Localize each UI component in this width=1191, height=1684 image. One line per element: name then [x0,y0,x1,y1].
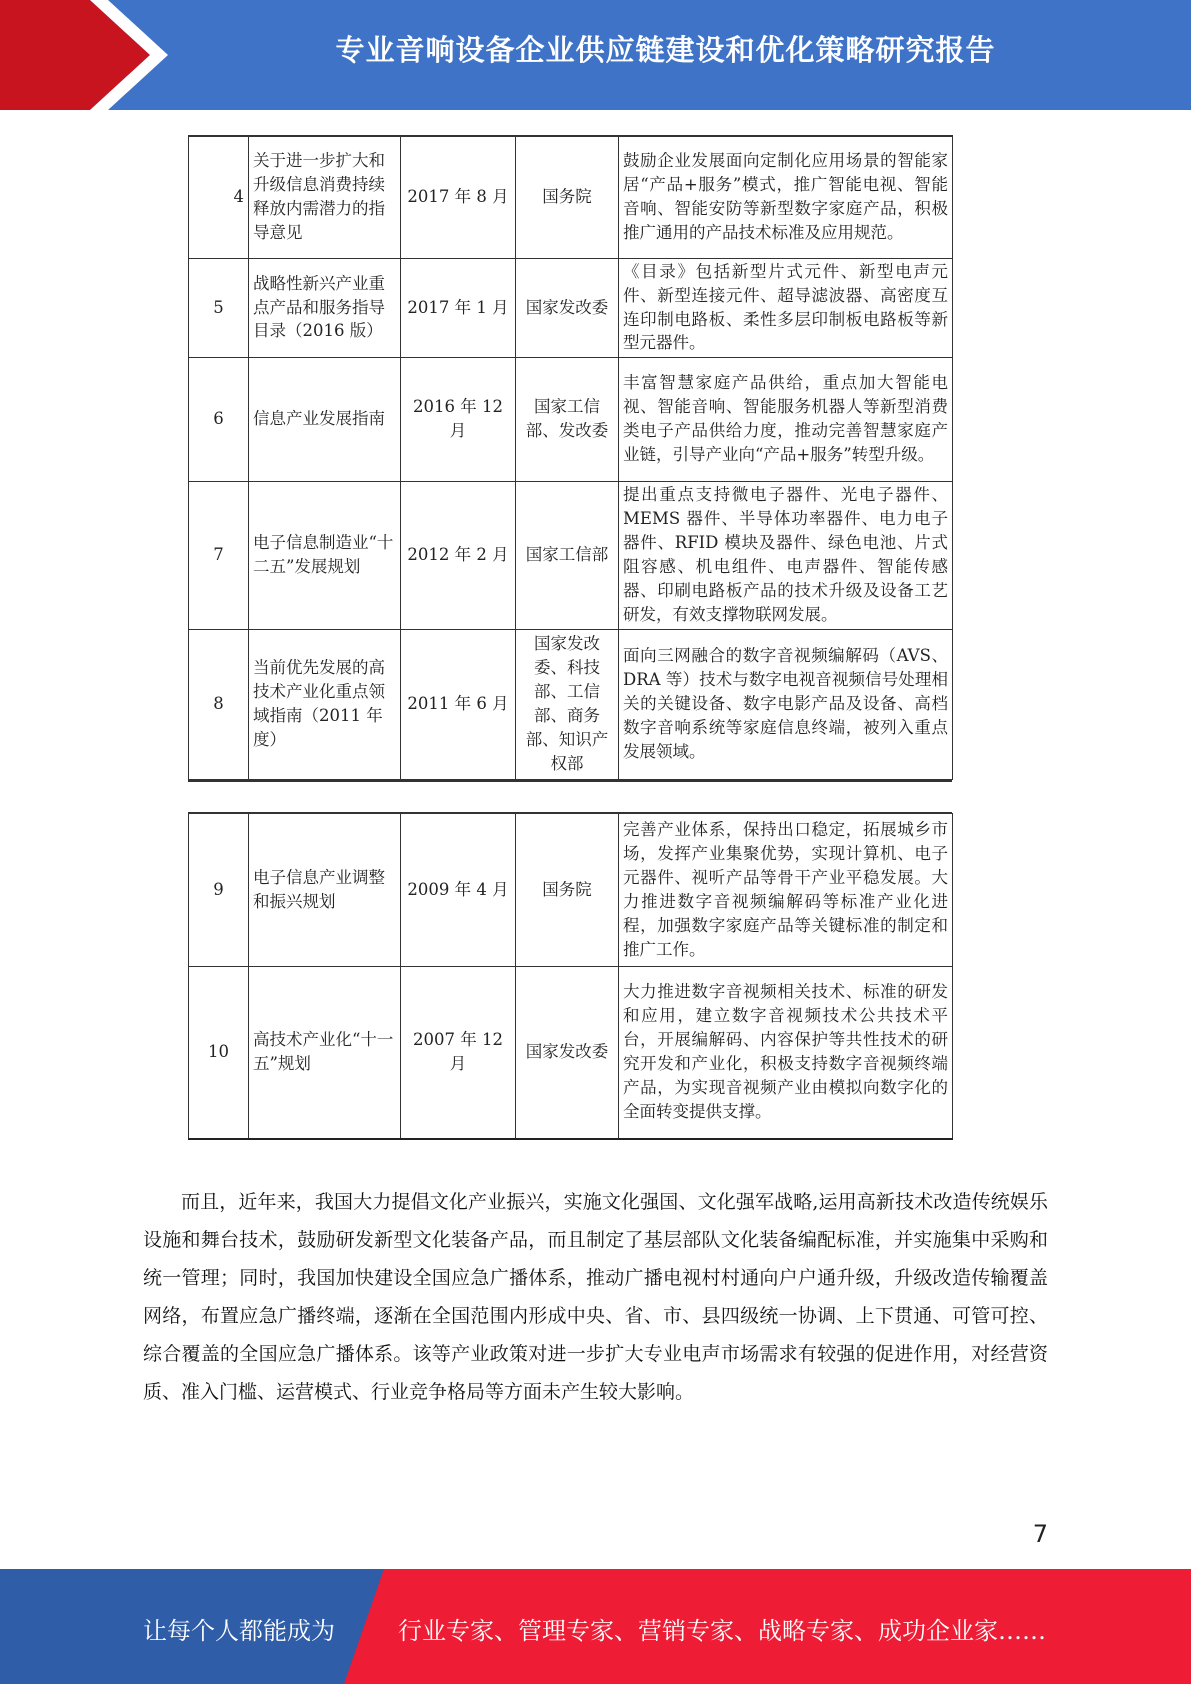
policy-department: 国家发改委、科技部、工信部、商务部、知识产权部 [516,629,619,779]
policy-content: 《目录》包括新型片式元件、新型电声元件、新型连接元件、超导滤波器、高密度互连印制电路板、柔性多层印制板电路板等新型元器件。 [619,258,953,357]
page-footer [0,1569,1191,1684]
table-row [189,481,953,629]
policy-department: 国务院 [516,136,619,258]
policy-content: 面向三网融合的数字音视频编解码（AVS、DRA 等）技术与数字电视音视频信号处理相关的关键设备、数字电影产品及设备、高档数字音响系统等家庭信息终端，被列入重点发展领域。 [619,629,953,779]
table-row [189,258,953,357]
row-number: 4 [189,136,249,258]
policy-name: 关于进一步扩大和升级信息消费持续释放内需潜力的指导意见 [249,136,401,258]
policy-name: 电子信息制造业“十二五”发展规划 [249,481,401,629]
policy-content: 丰富智慧家庭产品供给，重点加大智能电视、智能音响、智能服务机器人等新型消费类电子产品供给力度，推动完善智慧家庭产业链，引导产业向“产品+服务”转型升级。 [619,357,953,481]
page-header [0,0,1191,110]
policy-date: 2017 年 1 月 [401,258,516,357]
policy-date: 2012 年 2 月 [401,481,516,629]
row-number: 8 [189,629,249,779]
table-row [189,967,953,1139]
row-number: 6 [189,357,249,481]
page-number: 7 [1032,1520,1048,1548]
table-row [189,357,953,481]
policy-department: 国家工信部 [516,481,619,629]
policy-table-part2 [188,812,952,1140]
policy-name: 高技术产业化“十一五”规划 [249,967,401,1139]
page-title: 专业音响设备企业供应链建设和优化策略研究报告 [335,33,996,67]
row-number: 5 [189,258,249,357]
footer-slogan-left: 让每个人都能成为 [143,1617,335,1645]
row-number: 10 [189,967,249,1139]
policy-name: 电子信息产业调整和振兴规划 [249,814,401,967]
policy-name: 战略性新兴产业重点产品和服务指导目录（2016 版） [249,258,401,357]
body-paragraph: 而且，近年来，我国大力提倡文化产业振兴，实施文化强国、文化强军战略,运用高新技术改造传统娱乐设施和舞台技术，鼓励研发新型文化装备产品，而且制定了基层部队文化装备编配标准，并实施集中采购和统一管理；同时，我国加快建设全国应急广播体系，推动广播电视村村通向户户通升级，升级改造传输覆盖网络，布置应急广播终端，逐渐在全国范围内形成中央、省、市、县四级统一协调、上下贯通、可管可控、综合覆盖的全国应急广播体系。该等产业政策对进一步扩大专业电声市场需求有较强的促进作用，对经营资质、准入门槛、运营模式、行业竞争格局等方面未产生较大影响。 [143,1191,1048,1403]
policy-table-part1 [188,135,952,782]
policy-date: 2011 年 6 月 [401,629,516,779]
policy-content: 提出重点支持微电子器件、光电子器件、MEMS 器件、半导体功率器件、电力电子器件、RFID 模块及器件、绿色电池、片式阻容感、机电组件、电声器件、智能传感器、印刷电路板产品的技术升级及设备工艺研发，有效支撑物联网发展。 [619,481,953,629]
policy-date: 2017 年 8 月 [401,136,516,258]
policy-table [188,813,953,1140]
row-number: 9 [189,814,249,967]
policy-name: 信息产业发展指南 [249,357,401,481]
table-row [189,136,953,258]
policy-content: 鼓励企业发展面向定制化应用场景的智能家居“产品+服务”模式，推广智能电视、智能音响、智能安防等新型数字家庭产品，积极推广通用的产品技术标准及应用规范。 [619,136,953,258]
policy-date: 2007 年 12 月 [401,967,516,1139]
row-number: 7 [189,481,249,629]
policy-table [188,135,953,780]
table-row [189,814,953,967]
table-row [189,629,953,779]
policy-department: 国务院 [516,814,619,967]
policy-name: 当前优先发展的高技术产业化重点领域指南（2011 年度） [249,629,401,779]
policy-department: 国家工信部、发改委 [516,357,619,481]
policy-department: 国家发改委 [516,258,619,357]
policy-department: 国家发改委 [516,967,619,1139]
policy-date: 2009 年 4 月 [401,814,516,967]
policy-content: 大力推进数字音视频相关技术、标准的研发和应用，建立数字音视频技术公共技术平台，开展编解码、内容保护等共性技术的研究开发和产业化，积极支持数字音视频终端产品，为实现音视频产业由模拟向数字化的全面转变提供支撑。 [619,967,953,1139]
policy-content: 完善产业体系，保持出口稳定，拓展城乡市场，发挥产业集聚优势，实现计算机、电子元器件、视听产品等骨干产业平稳发展。大力推进数字音视频编解码等标准产业化进程，加强数字家庭产品等关键标准的制定和推广工作。 [619,814,953,967]
footer-slogan-right: 行业专家、管理专家、营销专家、战略专家、成功企业家…… [398,1617,1046,1645]
policy-date: 2016 年 12 月 [401,357,516,481]
